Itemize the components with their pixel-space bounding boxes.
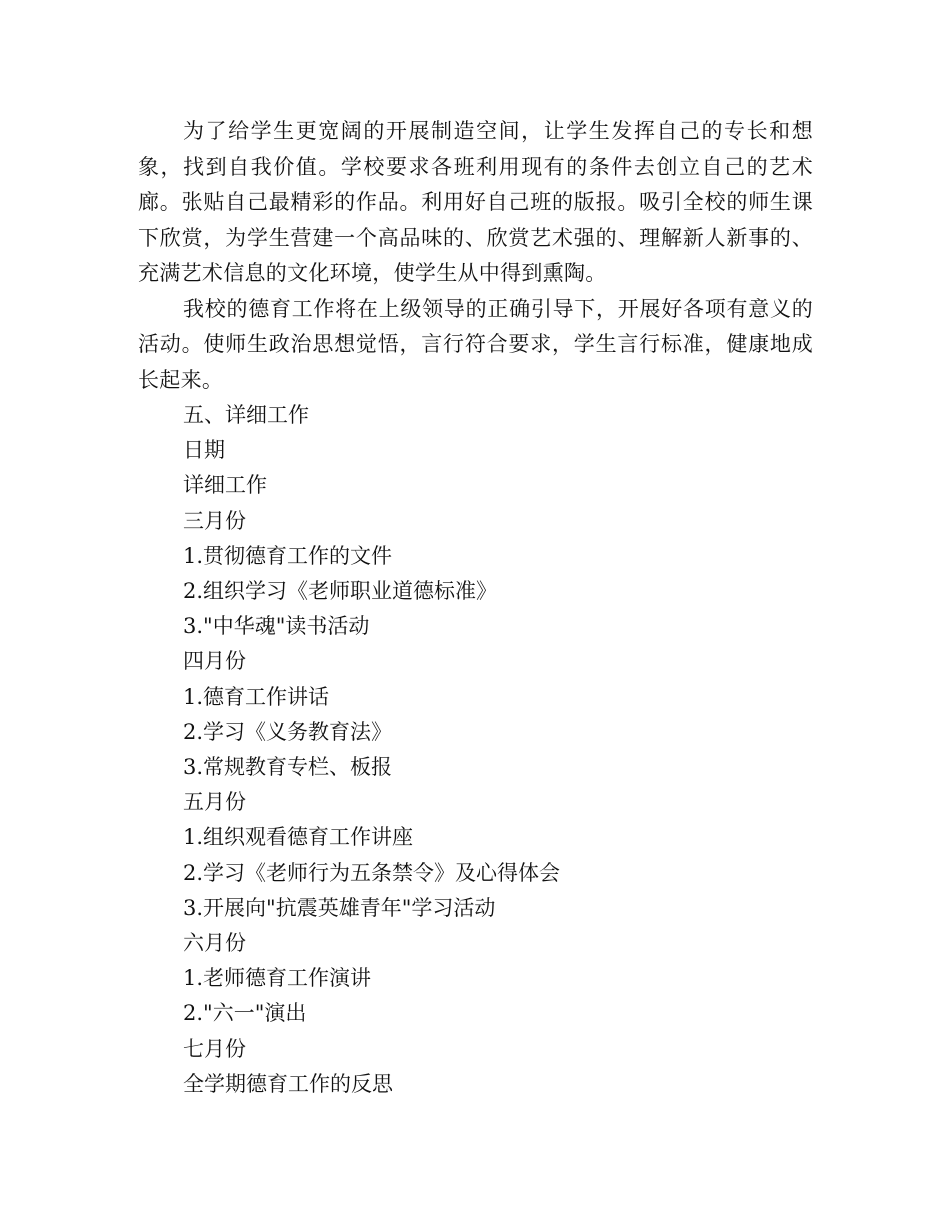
list-item: 2."六一"演出	[183, 1001, 307, 1026]
list-item: 3.开展向"抗震英雄青年"学习活动	[183, 895, 496, 920]
column-header-date: 日期	[183, 438, 225, 463]
list-item: 1.老师德育工作演讲	[183, 966, 372, 991]
month-label-july: 七月份	[183, 1036, 246, 1061]
month-label-march: 三月份	[183, 508, 246, 533]
document-body	[138, 114, 813, 1102]
month-label-april: 四月份	[183, 649, 246, 674]
list-item: 2.学习《老师行为五条禁令》及心得体会	[183, 860, 561, 885]
list-item: 3."中华魂"读书活动	[183, 614, 370, 639]
paragraph-moral-education: 我校的德育工作将在上级领导的正确引导下，开展好各项有意义的活动。使师生政治思想觉悟，言行符合要求，学生言行标准，健康地成长起来。	[138, 296, 813, 392]
month-label-may: 五月份	[183, 790, 246, 815]
section-heading: 五、详细工作	[183, 403, 309, 427]
list-item: 全学期德育工作的反思	[183, 1071, 393, 1096]
list-item: 2.学习《义务教育法》	[183, 719, 393, 744]
month-label-june: 六月份	[183, 931, 246, 956]
list-item: 2.组织学习《老师职业道德标准》	[183, 579, 498, 604]
list-item: 1.组织观看德育工作讲座	[183, 825, 414, 850]
paragraph-art-gallery: 为了给学生更宽阔的开展制造空间，让学生发挥自己的专长和想象，找到自我价值。学校要求各班利用现有的条件去创立自己的艺术廊。张贴自己最精彩的作品。利用好自己班的版报。吸引全校的师生课下欣赏，为学生营建一个高品味的、欣赏艺术强的、理解新人新事的、充满艺术信息的文化环境，使学生从中得到熏陶。	[138, 119, 813, 285]
list-item: 1.德育工作讲话	[183, 684, 330, 709]
list-item: 3.常规教育专栏、板报	[183, 755, 393, 780]
list-item: 1.贯彻德育工作的文件	[183, 543, 393, 568]
column-header-work: 详细工作	[183, 473, 267, 498]
